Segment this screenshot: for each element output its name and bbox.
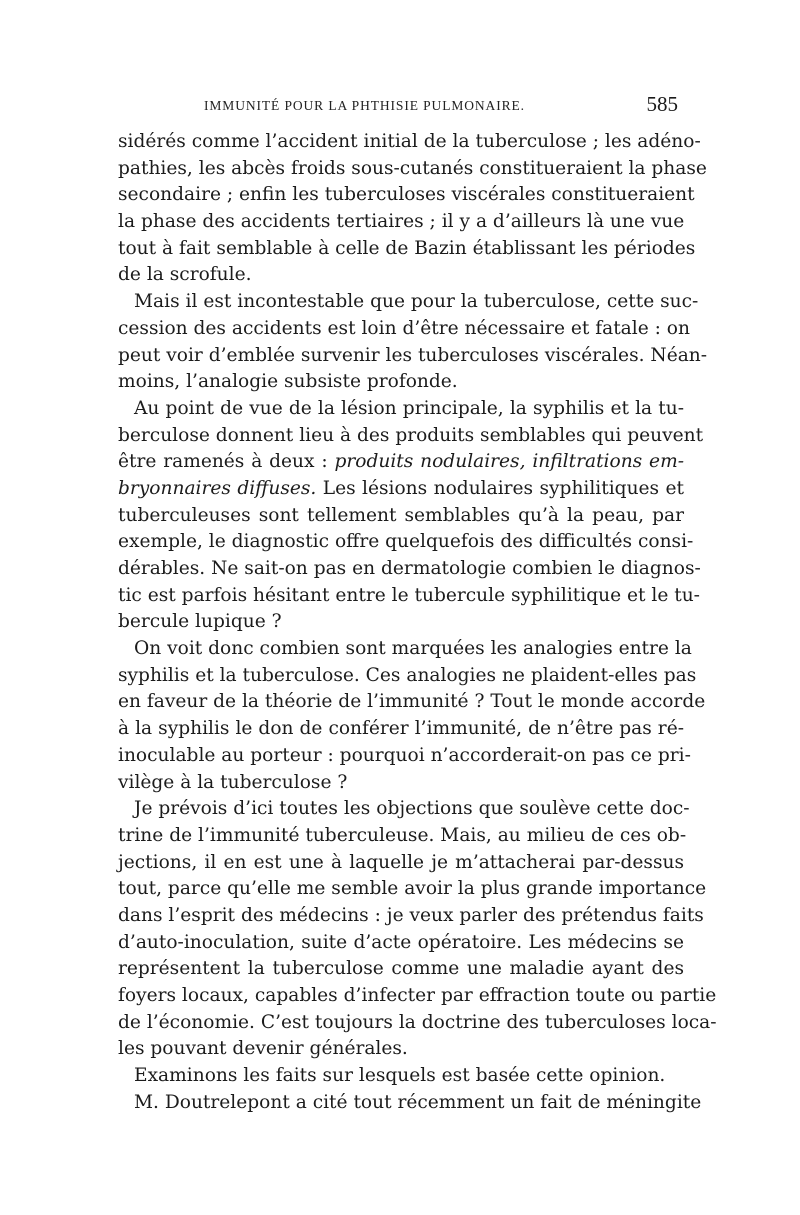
text-line: de la scrofule. (118, 264, 252, 286)
text-line: tic est parfois hésitant entre le tubercule syphilitique et le tu- (118, 584, 700, 606)
text-line: M. Doutrelepont a cité tout récemment un fait de méningite (134, 1091, 702, 1113)
text-line: secondaire ; enfin les tuberculoses viscérales constitueraient (118, 184, 695, 206)
text-line: jections, il en est une à laquelle je m’attacherai par-dessus (118, 851, 684, 873)
text-run: être ramenés à deux : (118, 451, 335, 473)
text-line: Examinons les faits sur lesquels est basée cette opinion. (134, 1065, 666, 1087)
text-line: Je prévois d’ici toutes les objections que soulève cette doc- (134, 798, 690, 820)
text-line: Au point de vue de la lésion principale, la syphilis et la tu- (134, 397, 684, 419)
text-line: cession des accidents est loin d’être nécessaire et fatale : on (118, 317, 690, 339)
text-line: peut voir d’emblée survenir les tuberculoses viscérales. Néan- (118, 344, 708, 366)
text-line: de l’économie. C’est toujours la doctrine des tuberculoses loca- (118, 1011, 717, 1033)
text-line: tuberculeuses sont tellement semblables qu’à la peau, par (118, 504, 684, 526)
text-line: les pouvant devenir générales. (118, 1038, 408, 1060)
text-line: trine de l’immunité tuberculeuse. Mais, au milieu de ces ob- (118, 824, 687, 846)
text-line: en faveur de la théorie de l’immunité ? Tout le monde accorde (118, 691, 706, 713)
text-line: bercule lupique ? (118, 611, 282, 633)
text-line: pathies, les abcès froids sous-cutanés constitueraient la phase (118, 157, 707, 179)
text-line: à la syphilis le don de conférer l’immunité, de n’être pas ré- (118, 718, 684, 740)
italic-run: produits nodulaires, infiltrations em- (334, 451, 684, 473)
text-line: foyers locaux, capables d’infecter par effraction toute ou partie (118, 985, 717, 1006)
text-line: dérables. Ne sait-on pas en dermatologie combien le diagnos- (118, 558, 701, 579)
text-line: moins, l’analogie subsiste profonde. (118, 371, 458, 393)
text-line: syphilis et la tuberculose. Ces analogies ne plaident-elles pas (118, 664, 697, 686)
text-line: représentent la tuberculose comme une maladie ayant des (118, 958, 684, 980)
italic-run: bryonnaires diffuses. (118, 477, 317, 499)
text-line: inoculable au porteur : pourquoi n’accorderait-on pas ce pri- (118, 744, 691, 766)
text-run: Les lésions nodulaires syphilitiques et (316, 477, 684, 499)
text-line (118, 449, 684, 476)
body-text (118, 129, 717, 1116)
running-head (118, 92, 688, 116)
text-line: exemple, le diagnostic offre quelquefois des difficultés consi- (118, 531, 694, 553)
text-line: sidérés comme l’accident initial de la tuberculose ; les adéno- (118, 131, 701, 152)
text-line: On voit donc combien sont marquées les analogies entre la (134, 638, 692, 660)
text-line: tout, parce qu’elle me semble avoir la plus grande importance (118, 878, 707, 900)
text-line: la phase des accidents tertiaires ; il y a d’ailleurs là une vue (118, 211, 685, 233)
page-number: 585 (646, 92, 678, 116)
text-line: d’auto-inoculation, suite d’acte opératoire. Les médecins se (118, 931, 684, 953)
text-line: Mais il est incontestable que pour la tuberculose, cette suc- (134, 291, 699, 313)
text-line: tout à fait semblable à celle de Bazin établissant les périodes (118, 237, 696, 259)
running-title: IMMUNITÉ POUR LA PHTHISIE PULMONAIRE. (204, 98, 525, 113)
text-line: vilège à la tuberculose ? (118, 771, 348, 793)
text-line: berculose donnent lieu à des produits semblables qui peuvent (118, 424, 704, 446)
text-line: dans l’esprit des médecins : je veux parler des prétendus faits (118, 904, 704, 926)
text-line (118, 476, 684, 503)
